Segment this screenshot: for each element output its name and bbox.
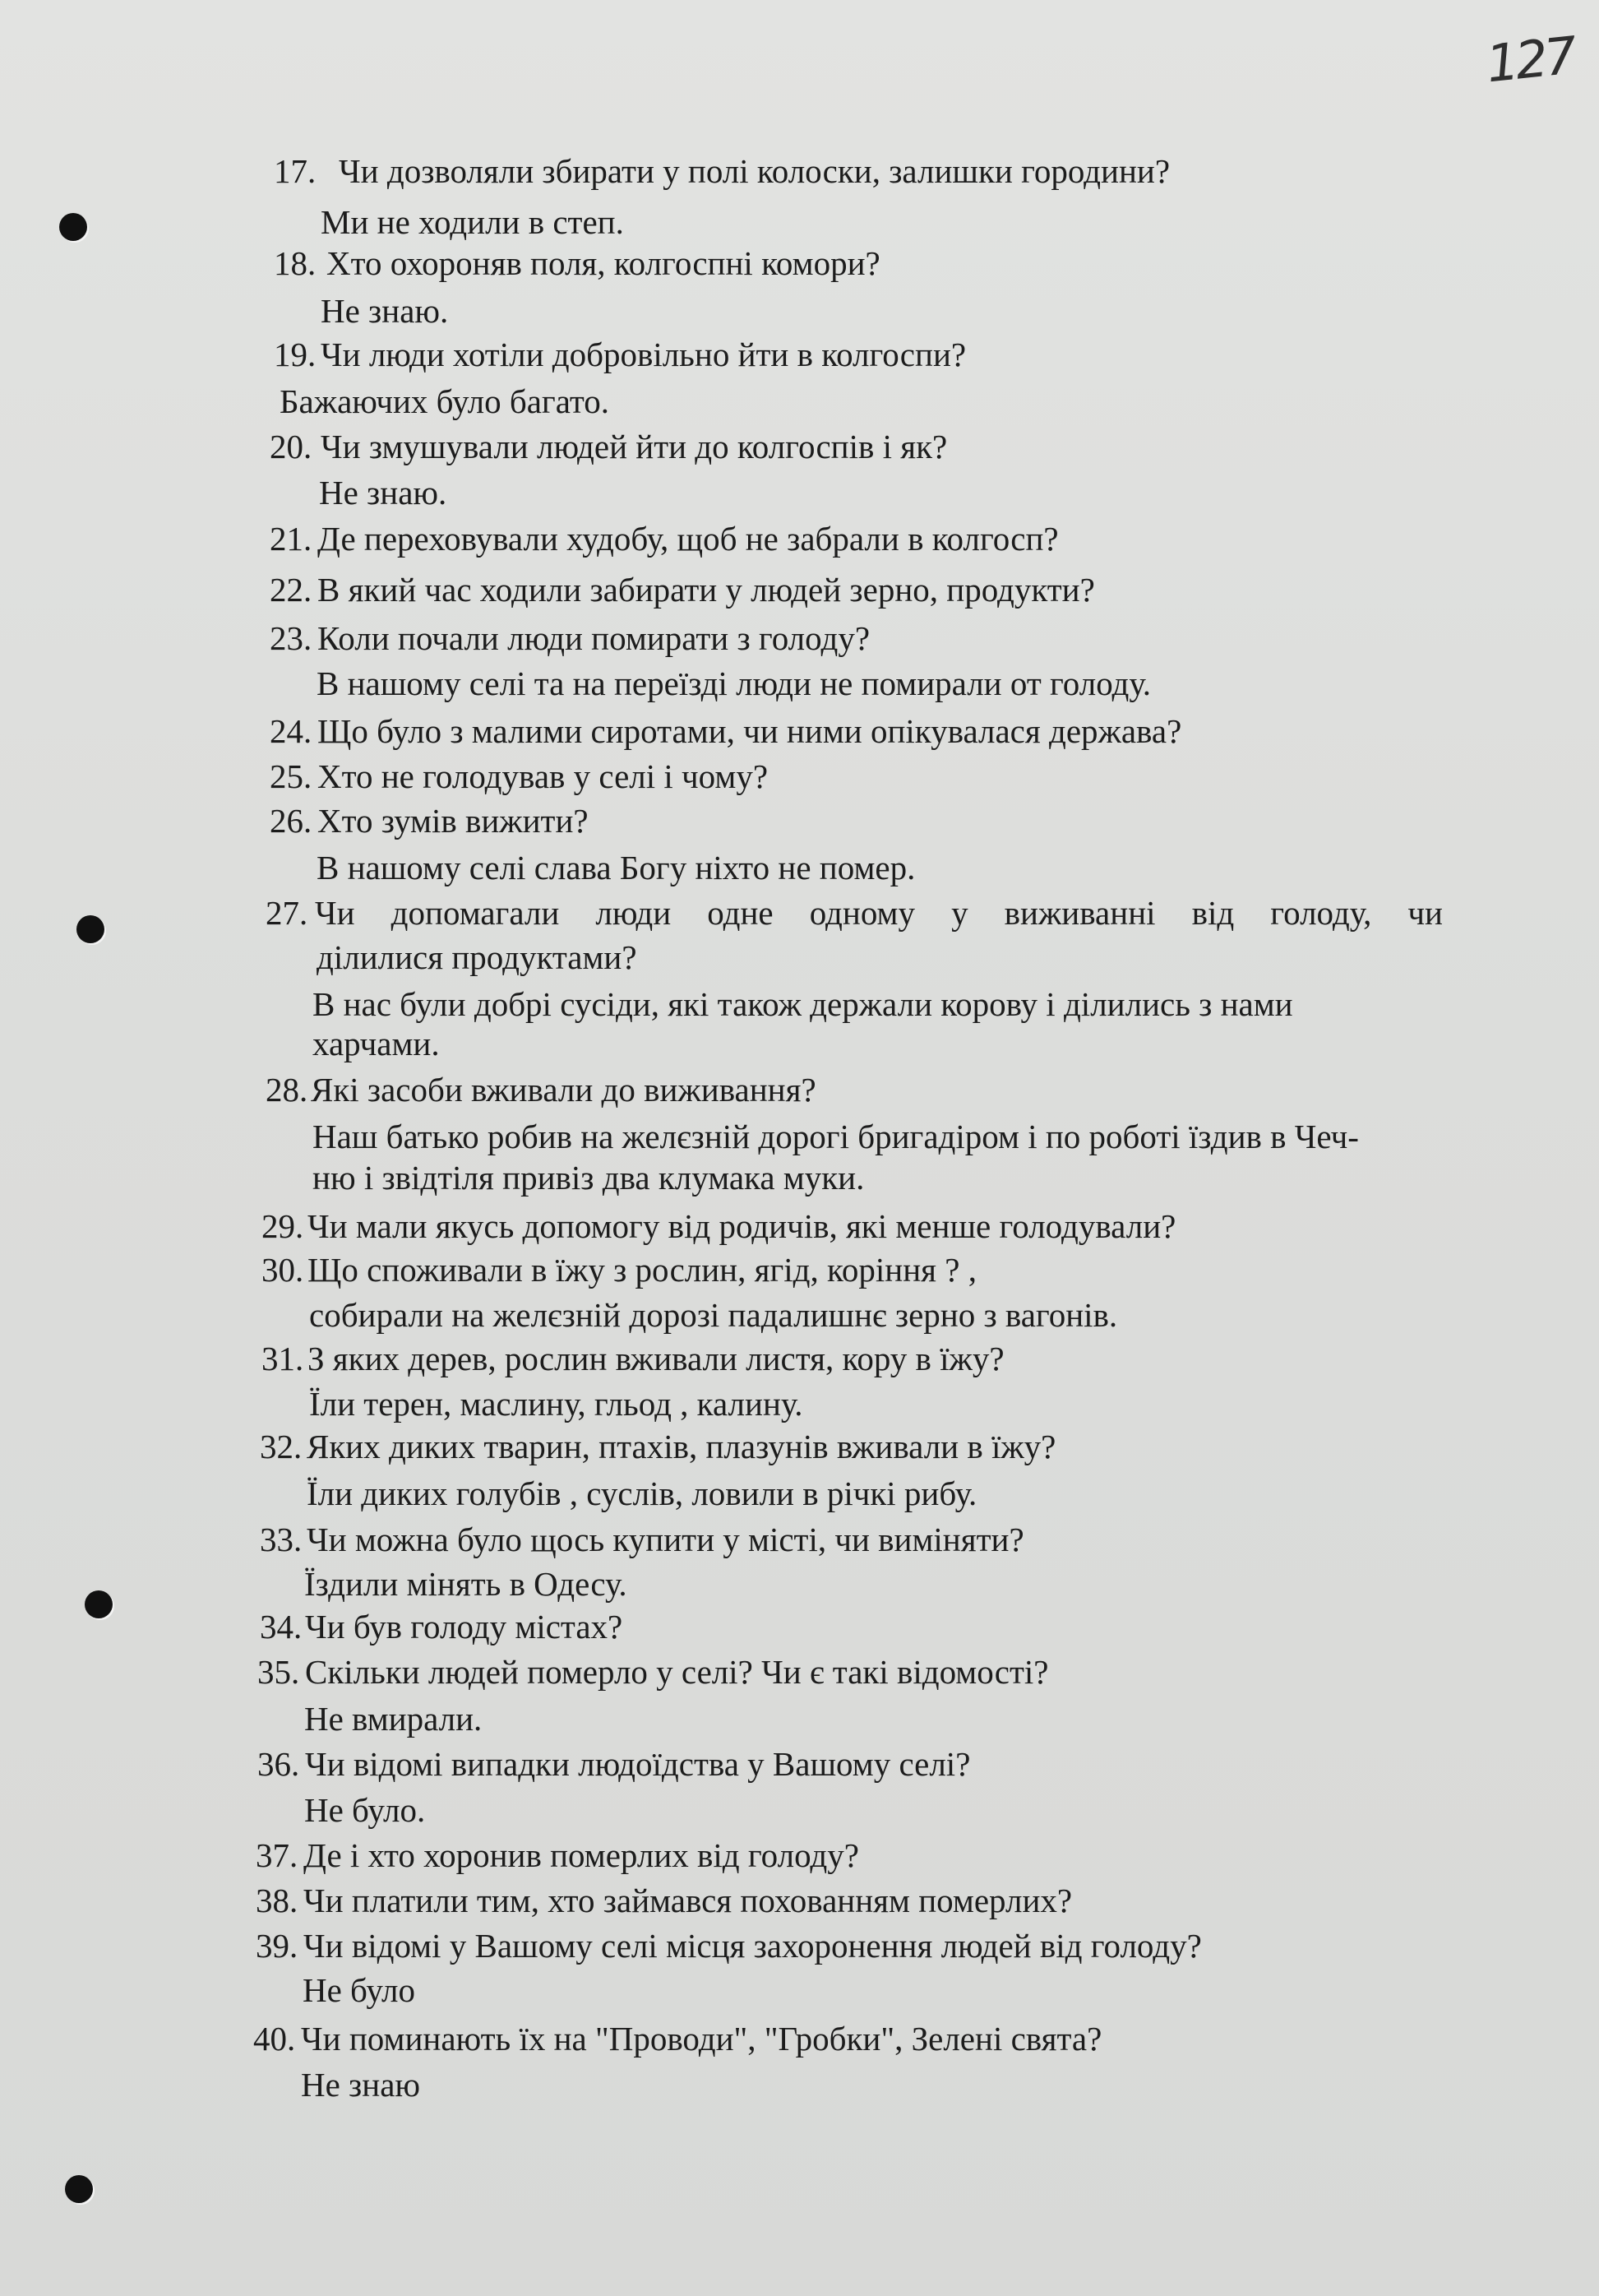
question-number: 31. — [261, 1340, 304, 1377]
question-number: 35. — [257, 1653, 300, 1691]
question-number: 26. — [270, 802, 312, 840]
punch-hole-4 — [65, 2175, 93, 2203]
question-text: Які засоби вживали до виживання? — [311, 1071, 816, 1109]
question-text: Чи можна було щось купити у місті, чи виміняти? — [307, 1521, 1024, 1558]
punch-hole-1 — [59, 213, 87, 241]
answer-text: Ми не ходили в степ. — [321, 203, 624, 241]
answer-text: Не вмирали. — [304, 1700, 483, 1738]
answer-text: ню і звідтіля привіз два клумака муки. — [312, 1159, 865, 1197]
punch-hole-2 — [76, 915, 104, 943]
question-number: 21. — [270, 520, 312, 558]
question-text: Що було з малими сиротами, чи ними опікувалася держава? — [317, 712, 1182, 750]
answer-text: В нашому селі слава Богу ніхто не помер. — [317, 849, 916, 886]
question-text: Чи поминають їх на "Проводи", "Гробки", Зелені свята? — [301, 2020, 1102, 2058]
question-text: Хто зумів вижити? — [317, 802, 589, 840]
question-text: Де і хто хоронив померлих від голоду? — [303, 1836, 859, 1874]
question-number: 17. — [274, 152, 317, 190]
answer-text: харчами. — [312, 1025, 440, 1062]
question-number: 34. — [260, 1608, 303, 1646]
question-number: 36. — [257, 1745, 300, 1783]
question-number: 28. — [266, 1071, 308, 1109]
question-text: Чи відомі у Вашому селі місця захоронення людей від голоду? — [303, 1927, 1202, 1965]
question-text: Чи допомагали люди одне одному у виживанні від голоду, чи — [315, 894, 1443, 932]
question-number: 32. — [260, 1428, 303, 1465]
question-number: 22. — [270, 571, 312, 609]
answer-text: Бажаючих було багато. — [280, 382, 609, 420]
answer-text: Не було. — [304, 1791, 426, 1829]
question-text: Скільки людей померло у селі? Чи є такі відомості? — [305, 1653, 1049, 1691]
question-number: 19. — [274, 336, 317, 373]
question-number: 24. — [270, 712, 312, 750]
question-number: 18. — [274, 244, 317, 282]
question-number: 29. — [261, 1207, 304, 1245]
question-text: Хто не голодував у селі і чому? — [317, 757, 769, 795]
question-number: 23. — [270, 619, 312, 657]
question-text: Чи був голоду містах? — [305, 1608, 623, 1646]
answer-text: Наш батько робив на желєзній дорогі бригадіром і по роботі їздив в Чеч- — [312, 1118, 1359, 1155]
question-text: Де переховували худобу, щоб не забрали в колгосп? — [317, 520, 1059, 558]
question-text: Чи платили тим, хто займався похованням померлих? — [303, 1882, 1073, 1919]
question-text: Чи мали якусь допомогу від родичів, які менше голодували? — [307, 1207, 1176, 1245]
answer-text: В нашому селі та на переїзді люди не помирали от голоду. — [317, 664, 1152, 702]
answer-text: Їздили мінять в Одесу. — [304, 1565, 627, 1603]
question-text: Чи змушували людей йти до колгоспів і як? — [321, 428, 948, 465]
question-text: Чи відомі випадки людоїдства у Вашому селі? — [305, 1745, 971, 1783]
question-text: Що споживали в їжу з рослин, ягід, коріння ? , — [307, 1251, 977, 1289]
question-number: 40. — [253, 2020, 296, 2058]
answer-text: Не знаю — [301, 2066, 421, 2104]
answer-text: Їли терен, маслину, гльод , калину. — [309, 1385, 803, 1423]
page-number: 127 — [1483, 25, 1577, 95]
question-number: 37. — [256, 1836, 298, 1874]
question-number: 38. — [256, 1882, 298, 1919]
question-number: 30. — [261, 1251, 304, 1289]
question-number: 20. — [270, 428, 312, 465]
question-text: В який час ходили забирати у людей зерно, продукти? — [317, 571, 1095, 609]
question-number: 25. — [270, 757, 312, 795]
answer-text: Не було — [303, 1971, 416, 2009]
question-text-continued: ділилися продуктами? — [317, 938, 637, 976]
question-text: З яких дерев, рослин вживали листя, кору в їжу? — [307, 1340, 1005, 1377]
answer-text: собирали на желєзній дорозі падалишнє зерно з вагонів. — [309, 1296, 1118, 1334]
question-text: Яких диких тварин, птахів, плазунів вживали в їжу? — [307, 1428, 1056, 1465]
answer-text: В нас були добрі сусіди, які також держали корову і ділились з нами — [312, 985, 1293, 1023]
answer-text: Їли диких голубів , суслів, ловили в річкі рибу. — [307, 1474, 977, 1512]
question-text: Чи люди хотіли добровільно йти в колгоспи? — [321, 336, 967, 373]
question-number: 27. — [266, 894, 308, 932]
answer-text: Не знаю. — [321, 292, 449, 330]
question-number: 33. — [260, 1521, 303, 1558]
question-text: Коли почали люди помирати з голоду? — [317, 619, 871, 657]
punch-hole-3 — [85, 1590, 113, 1618]
answer-text: Не знаю. — [319, 474, 447, 512]
question-number: 39. — [256, 1927, 298, 1965]
question-text: Чи дозволяли збирати у полі колоски, залишки городини? — [339, 152, 1171, 190]
question-text: Хто охороняв поля, колгоспні комори? — [326, 244, 880, 282]
